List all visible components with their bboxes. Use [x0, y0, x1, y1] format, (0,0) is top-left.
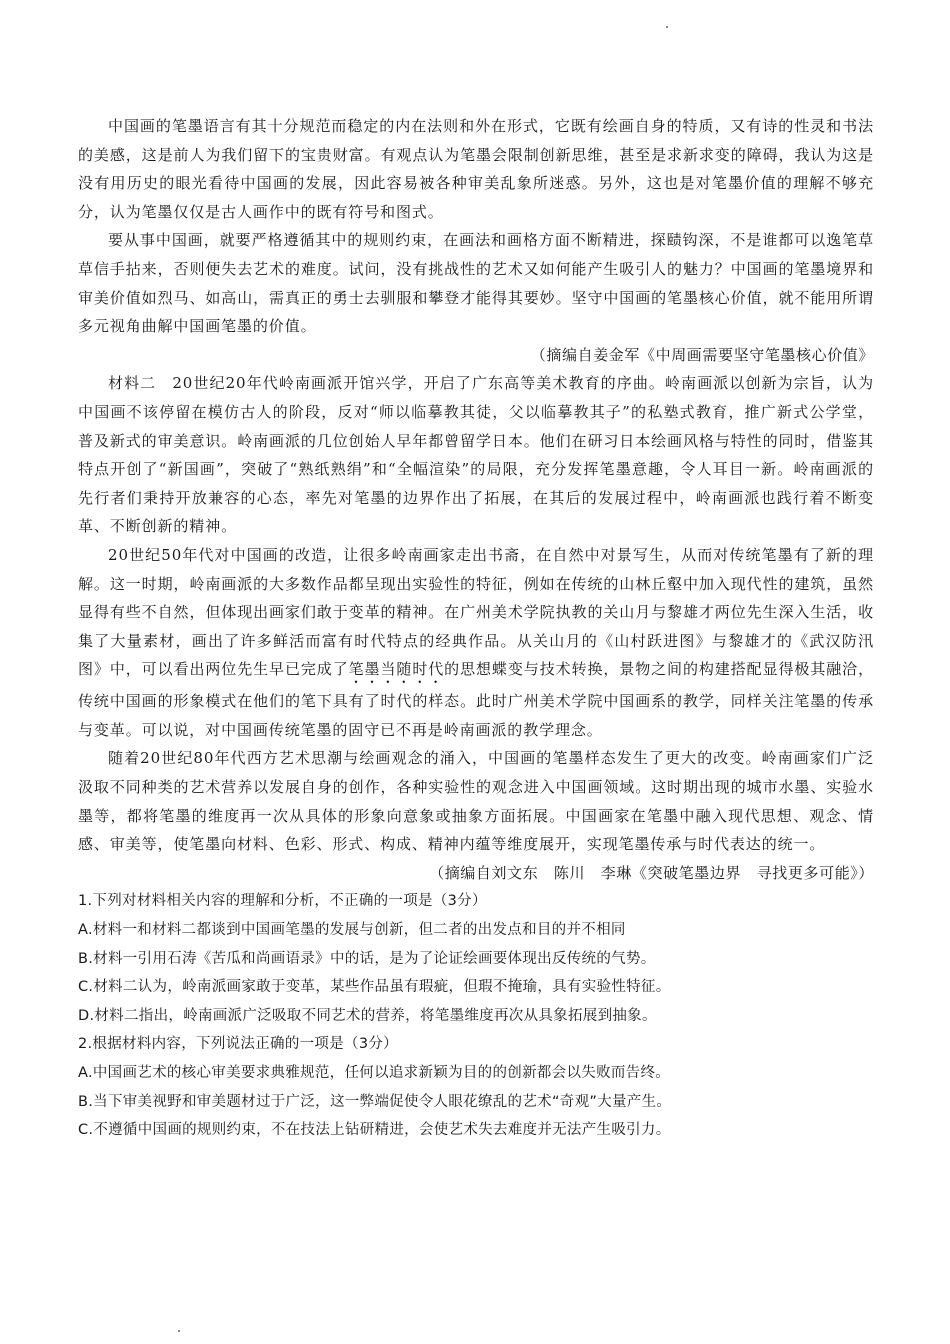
question-1-option-d[interactable]: D.材料二指出，岭南画派广泛吸取不同艺术的营养，将笔墨维度再次从具象拓展到抽象。	[78, 1007, 657, 1024]
material-two-paragraph-1: 材料二 20世纪20年代岭南画派开馆兴学，开启了广东高等美术教育的序曲。岭南画派以创新为宗旨，认为中国画不该停留在模仿古人的阶段，反对“师以临摹教其徒，父以临摹教其子”的私塾式教育，推广新式公学堂，普及新式的审美意识。岭南画派的几位创始人早年都曾留学日本。他们在研习日本绘画风格与特性的同时，借鉴其特点开创了“新国画”，突破了“熟纸熟绢”和“全幅渲染”的局限，充分发挥笔墨意趣，令人耳目一新。岭南画派的先行者们秉持开放兼容的心态，率先对笔墨的边界作出了拓展，在其后的发展过程中，岭南画派也践行着不断变革、不断创新的精神。	[78, 374, 874, 536]
question-2-option-b[interactable]: B.当下审美视野和审美题材过于广泛，这一弊端促使令人眼花缭乱的艺术“奇观”大量产生。	[78, 1093, 672, 1110]
question-2	[78, 1030, 874, 1144]
source-citation-1: （摘编自姜金军《中周画需要坚守笔墨核心价值》	[530, 345, 874, 364]
question-1	[78, 887, 874, 1030]
passage-paragraph-2: 要从事中国画，就要严格遵循其中的规则约束，在画法和画格方面不断精进，探赜钩深，不是谁都可以逸笔草草信手拈来，否则便失去艺术的难度。试问，没有挑战性的艺术又如何能产生吸引人的魅力？中国画的笔墨境界和审美价值如烈马、如高山，需真正的勇士去驯服和攀登才能得其要妙。坚守中国画的笔墨核心价值，就不能用所谓多元视角曲解中国画笔墨的价值。	[78, 231, 874, 336]
question-1-stem: 1.下列对材料相关内容的理解和分析，不正确的一项是（3分）	[78, 893, 487, 910]
question-1-option-c[interactable]: C.材料二认为，岭南派画家敢于变革，某些作品虽有瑕疵，但瑕不掩瑜，具有实验性特征。	[78, 979, 671, 996]
material-two-paragraph-2	[78, 541, 874, 745]
question-2-option-a[interactable]: A.中国画艺术的核心审美要求典雅规范，任何以追求新颖为目的的创新都会以失败而告终。	[78, 1065, 671, 1081]
material-two-paragraph-3: 随着20世纪80年代西方艺术思潮与绘画观念的涌入，中国画的笔墨样态发生了更大的改变。岭南画家们广泛汲取不同种类的艺术营养以发展自身的创作，各种实验性的观念进入中国画领域。这时期出现的城市水墨、实验水墨等，都将笔墨的维度再一次从具体的形象向意象或抽象方面拓展。中国画家在笔墨中融入现代思想、观念、情感、审美等，使笔墨向材料、色彩、形式、构成、精神内蕴等维度展开，实现笔墨传承与时代表达的统一。	[78, 749, 874, 854]
paragraph-text-part-a: 20世纪50年代对中国画的改造，让很多岭南画家走出书斋，在自然中对景写生，从而对传统笔墨有了新的理解。这一时期，岭南画派的大多数作品都呈现出实验性的特征，例如在传统的山林丘壑中加入现代性的建筑，虽然显得有些不自然，但体现出画家们敢于变革的精神。在广州美术学院执教的关山月与黎雄才两位先生深入生活，收集了大量素材，画出了许多鲜活而富有时代特点的经典作品。从关山月的《山村跃进图》与黎雄才的《武汉防汛图》中，可以看出两位先生早已完成了	[78, 545, 874, 679]
question-2-option-c[interactable]: C.不遵循中国画的规则约束，不在技法上钻研精进，会使艺术失去难度并无法产生吸引力。	[78, 1122, 671, 1139]
emphasized-phrase: 笔墨当随时代	[348, 660, 445, 679]
paragraph-text-part-b: 的思想蝶变与技术转换，景物之间的构建搭配显得极其融洽，传统中国画的形象模式在他们的笔下具有了时代的样态。此时广州美术学院中国画系的教学，同样关注笔墨的传承与变革。可以说，对中国画传统笔墨的固守已不再是岭南画派的教学理念。	[78, 660, 874, 739]
scan-mark-top	[666, 26, 668, 28]
question-1-option-a[interactable]: A.材料一和材料二都谈到中国画笔墨的发展与创新，但二者的出发点和目的并不相同	[78, 922, 626, 939]
scan-mark-bottom	[178, 1330, 180, 1332]
exam-page	[78, 112, 874, 1145]
question-1-option-b[interactable]: B.材料一引用石涛《苦瓜和尚画语录》中的话，是为了论证绘画要体现出反传统的气势。	[78, 950, 656, 967]
question-2-stem: 2.根据材料内容，下列说法正确的一项是（3分）	[78, 1036, 398, 1053]
source-citation-2: （摘编自刘文东 陈川 李琳《突破笔墨边界 寻找更多可能》）	[429, 863, 874, 882]
passage-paragraph-1: 中国画的笔墨语言有其十分规范而稳定的内在法则和外在形式，它既有绘画自身的特质，又有诗的性灵和书法的美感，这是前人为我们留下的宝贵财富。有观点认为笔墨会限制创新思维，甚至是求新求变的障碍，我认为这是没有用历史的眼光看待中国画的发展，因此容易被各种审美乱象所迷惑。另外，这也是对笔墨价值的理解不够充分，认为笔墨仅仅是古人画作中的既有符号和图式。	[78, 117, 874, 221]
